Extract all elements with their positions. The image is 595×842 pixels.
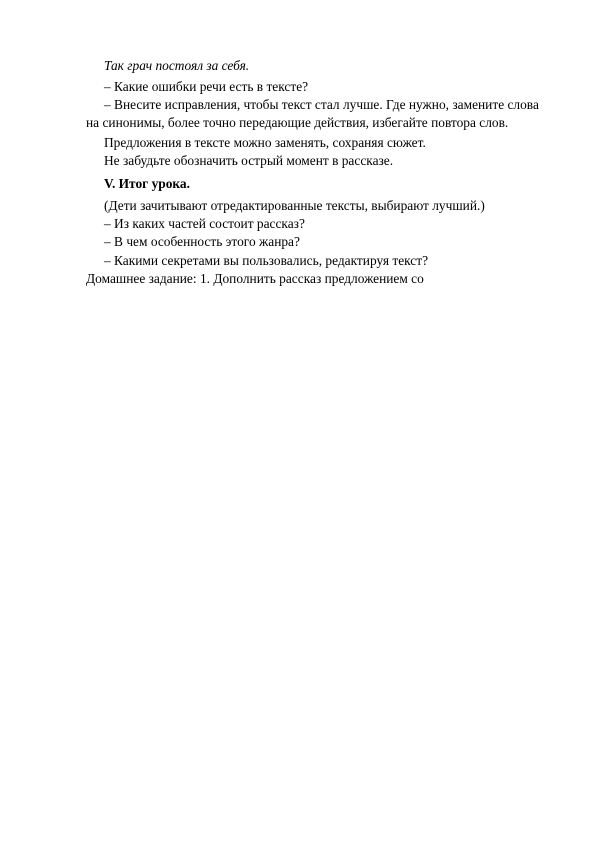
text-line-question-genre: – В чем особенность этого жанра?: [104, 234, 300, 249]
text-line-activity-note: (Дети зачитывают отредактированные тексты, выбирают лучший.): [104, 198, 485, 213]
text-line-instruction-4: Не забудьте обозначить острый момент в рассказе.: [104, 153, 394, 168]
text-line-instruction-1: – Внесите исправления, чтобы текст стал лучше. Где нужно, замените слова: [104, 97, 539, 112]
text-line-question-parts: – Из каких частей состоит рассказ?: [104, 216, 305, 231]
text-line-instruction-3: Предложения в тексте можно заменять, сохраняя сюжет.: [104, 135, 426, 150]
section-heading: V. Итог урока.: [104, 176, 190, 191]
text-line-instruction-2: на синонимы, более точно передающие действия, избегайте повтора слов.: [86, 115, 509, 130]
text-line-closing-sentence: Так грач постоял за себя.: [104, 58, 250, 73]
text-line-homework: Домашнее задание: 1. Дополнить рассказ предложением со: [86, 271, 424, 286]
text-line-question-secrets: – Какими секретами вы пользовались, редактируя текст?: [104, 253, 429, 268]
text-line-question-errors: – Какие ошибки речи есть в тексте?: [104, 79, 309, 94]
